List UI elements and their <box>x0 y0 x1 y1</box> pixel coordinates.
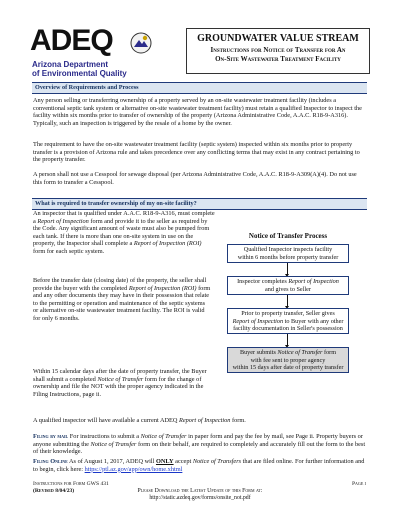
footer-page-number: Page i <box>351 481 366 487</box>
required-paragraph-2: Before the transfer date (closing date) of the property, the seller shall provide the buyer with the completed Report of Inspection (ROI) form and any other documents they may have in their possession that relate to the permitting or operation and maintenance of the septic systems or alternative on-site wastewater treatment facility. The ROI is valid for only 6 months. <box>33 277 211 322</box>
title-box <box>186 28 370 74</box>
required-heading: What is required to transfer ownership of my on-site facility? <box>35 200 197 207</box>
flow-arrow-2 <box>287 295 288 307</box>
required-paragraph-4: A qualified inspector will have available a current ADEQ Report of Inspection form. <box>33 417 246 424</box>
footer-form-url[interactable]: http://static.azdeq.gov/forms/onsite_not.pdf <box>149 495 251 501</box>
flow-step-buyer-submits: Buyer submits Notice of Transfer form with fee sent to proper agency within 15 days after date of property transfer <box>227 347 349 373</box>
filing-by-mail-label: Filing by mail <box>33 433 69 440</box>
overview-heading-bar <box>32 82 367 94</box>
footer-form-id: Instructions for Form GWS 431 (Revised 8/04/23) <box>33 481 109 494</box>
overview-paragraph-1: Any person selling or transferring ownership of a property served by an on-site wastewater treatment facility (includes a conventional septic tank system or alternative on-site wastewater treatment facility) must retain a qualified Inspector to inspect the facility within six months prior to transfer of ownership of the property (Arizona Administrative Code, A.A.C. R18-9-A316). Typically, such an inspection is triggered by the resale of a home by the owner. <box>33 97 362 127</box>
flowchart-title: Notice of Transfer Process <box>248 232 328 240</box>
filing-online-paragraph: Filing Online As of August 1, 2017, ADEQ will ONLY accept Notice of Transfers that are filed online. For further information and to begin, click here: https://ptl.az.gov/app/own/home.xhtml <box>33 458 365 473</box>
overview-paragraph-2: The requirement to have the on-site wastewater treatment facility (septic system) inspected within six months prior to property transfer is a provision of Arizona rule and takes precedence over any conflicting terms that may exist in any contract pertaining to the property transfer. <box>33 141 360 164</box>
overview-heading: Overview of Requirements and Process <box>35 84 139 91</box>
overview-paragraph-3: A person shall not use a Cesspool for sewage disposal (per Arizona Administrative Code, A.A.C. R18-9-A309(A)(4). Do not use this form to transfer a Cesspool. <box>33 171 357 186</box>
flow-arrow-1 <box>287 263 288 275</box>
flow-step-seller-gives: Prior to property transfer, Seller gives Report of Inspection to Buyer with any other facility documentation in Seller's possession <box>227 308 349 334</box>
page-title: GROUNDWATER VALUE STREAM <box>197 33 359 44</box>
filing-by-mail-paragraph: Filing by mail For instructions to submit a Notice of Transfer in paper form and pay the fee by mail, see Page ii. Property buyers or anyone submitting the Notice of Transfer form on their behalf, are required to completely and accurately fill out the form to the best of their knowledge. <box>33 433 366 456</box>
flow-arrow-3 <box>287 334 288 346</box>
flow-step-report: Inspector completes Report of Inspection and gives to Seller <box>227 276 349 295</box>
required-paragraph-3: Within 15 calendar days after the date of property transfer, the Buyer shall submit a completed Notice of Transfer form for the change of ownership and file the NOT with the proper agency indicated in the Filing Instructions, page ii. <box>33 368 207 398</box>
filing-online-label: Filing Online <box>33 458 68 465</box>
flow-step-inspect: Qualified Inspector inspects facility within 6 months before property transfer <box>227 244 349 263</box>
required-heading-bar <box>32 198 367 210</box>
logo-subtitle: Arizona Department of Environmental Quality <box>32 60 127 78</box>
online-filing-link[interactable]: https://ptl.az.gov/app/own/home.xhtml <box>84 465 183 473</box>
footer-download-note: Please Download the Latest Update of this Form at: http://static.azdeq.gov/forms/onsite_not.pdf <box>100 488 300 502</box>
logo-text: ADEQ <box>30 24 113 57</box>
required-paragraph-1: An inspector that is qualified under A.A.C. R18-9-A316, must complete a Report of Inspection form and provide it to the seller as required by the Code. Any significant amount of waste must also be pumped from each tank. If there is more than one on-site system in use on the property, the Inspector shall complete a Report of Inspection (ROI) form for each septic system. <box>33 210 215 255</box>
arizona-emblem-icon <box>130 32 152 54</box>
page-subtitle: Instructions for Notice of Transfer for An On-Site Wastewater Treatment Facility <box>210 46 346 63</box>
